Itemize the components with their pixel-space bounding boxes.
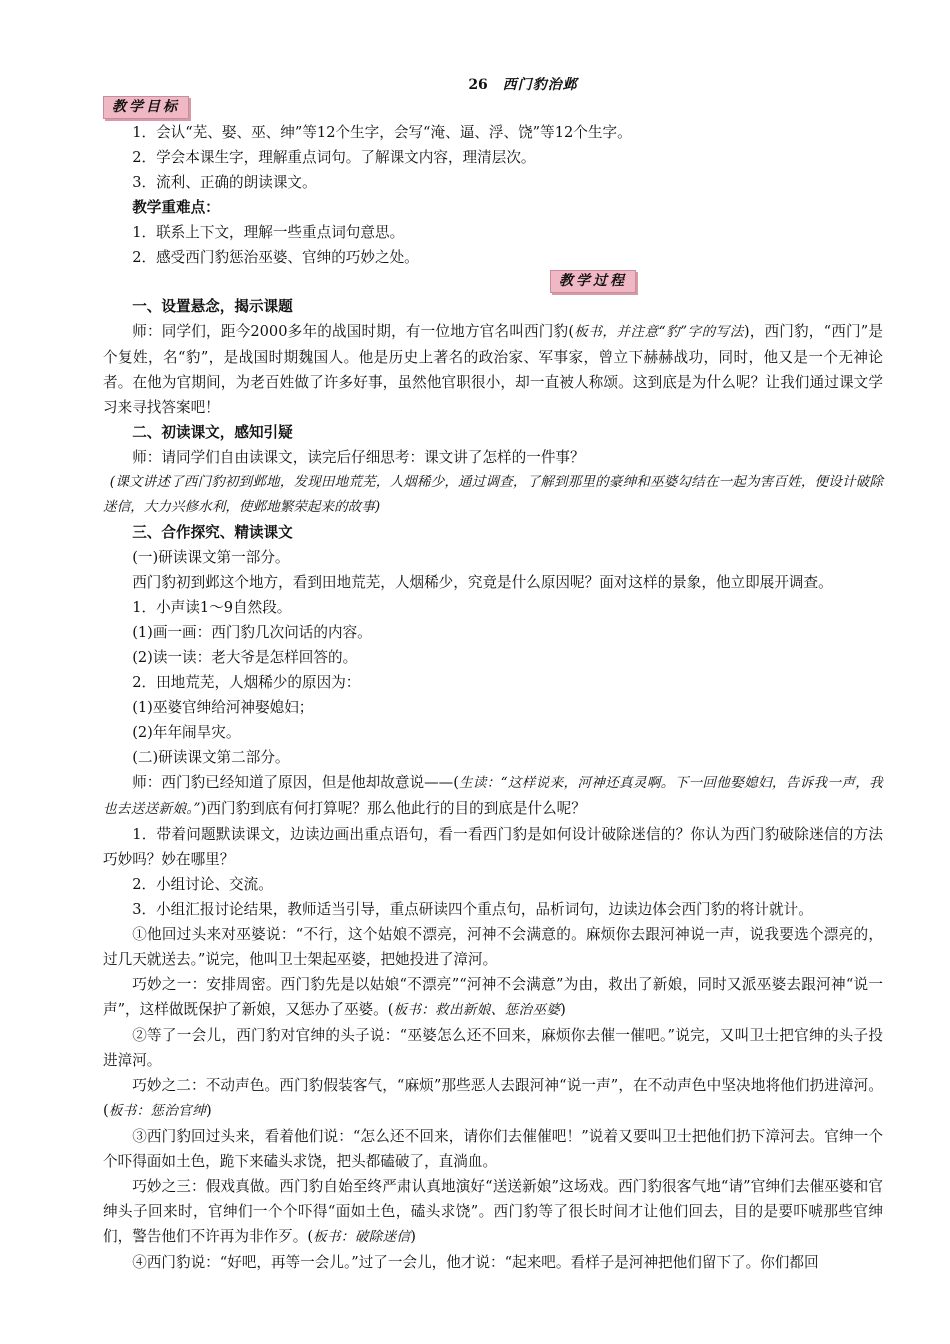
text: 巧妙之一：安排周密。西门豹先是以姑娘“不漂亮”“河神不会满意”为由，救出了新娘，同时又派巫婆去跟河神“说一声”，这样做既保护了新娘，又惩办了巫婆。( bbox=[103, 976, 883, 1018]
student-reading-note: 生读：“这样说来，河神还真灵啊。下一回他娶媳妇，告诉我一声，我也去送送新娘。” bbox=[103, 775, 884, 817]
text: 师：同学们，距今2000多年的战国时期，有一位地方官名叫西门豹( bbox=[132, 323, 575, 340]
objectives-badge-row bbox=[103, 96, 883, 120]
paragraph: 师：请同学们自由读课文，读完后仔细思考：课文讲了怎样的一件事？ bbox=[132, 449, 585, 466]
subsection-heading: (一)研读课文第一部分。 bbox=[132, 549, 290, 566]
paragraph bbox=[103, 770, 883, 822]
text: ) bbox=[205, 1102, 212, 1119]
board-note: 板书：惩治官绅 bbox=[108, 1103, 206, 1119]
key-sentence: ①他回过头来对巫婆说：“不行，这个姑娘不漂亮，河神不会满意的。麻烦你去跟河神说一声，说我要选个漂亮的，过几天就送去。”说完，他叫卫士架起巫婆，把她投进了漳河。 bbox=[103, 926, 883, 968]
step: 2．田地荒芜，人烟稀少的原因为： bbox=[132, 674, 361, 691]
section-heading: 一、设置悬念，揭示课题 bbox=[132, 298, 293, 315]
section-heading: 三、合作探究、精读课文 bbox=[132, 524, 293, 541]
section-heading: 二、初读课文，感知引疑 bbox=[132, 424, 293, 441]
paragraph bbox=[103, 1174, 883, 1250]
paragraph bbox=[103, 972, 883, 1023]
document-page bbox=[103, 74, 883, 1275]
paragraph: 1．带着问题默读课文，边读边画出重点语句，看一看西门豹是如何设计破除迷信的？你认为西门豹破除迷信的方法巧妙吗？妙在哪里？ bbox=[103, 826, 883, 868]
lesson-number: 26 bbox=[468, 77, 488, 93]
board-note: 板书：破除迷信 bbox=[313, 1229, 411, 1245]
objective-item: 3．流利、正确的朗读课文。 bbox=[132, 174, 317, 191]
difficulty-item: 2．感受西门豹惩治巫婆、官绅的巧妙之处。 bbox=[132, 249, 419, 266]
text: ) bbox=[560, 1001, 566, 1018]
paragraph bbox=[103, 1073, 883, 1124]
text: 巧妙之三：假戏真做。西门豹自始至终严肃认真地演好“送送新娘”这场戏。西门豹很客气地“请”官绅们去催巫婆和官绅头子回来时，官绅们一个个吓得“面如土色，磕头求饶”。西门豹等了很长时间才让他们回去，目的是要吓唬那些官绅们，警告他们不许再为非作歹。( bbox=[103, 1178, 883, 1245]
board-note: 板书：救出新娘、惩治巫婆 bbox=[393, 1002, 561, 1018]
text: )，西门豹，“西门”是个复姓，名“豹”，是战国时期魏国人。他是历史上著名的政治家、军事家，曾立下赫赫战功，同时，他又是一个无神论者。在他为官期间，为老百姓做了许多好事，虽然他官职很小，却一直被人称颂。这到底是为什么呢？让我们通过课文学习来寻找答案吧！ bbox=[103, 323, 883, 416]
text: 巧妙之二：不动声色。西门豹假装客气，“麻烦”那些恶人去跟河神“说一声”，在不动声色中坚决地将他们扔进漳河。( bbox=[103, 1077, 883, 1119]
subsection-heading: (二)研读课文第二部分。 bbox=[132, 749, 290, 766]
objective-item: 2．学会本课生字，理解重点词句。了解课文内容，理清层次。 bbox=[132, 149, 536, 166]
text: )西门豹到底有何打算呢？那么他此行的目的到底是什么呢？ bbox=[200, 800, 586, 817]
answer-note: (课文讲述了西门豹初到邺地，发现田地荒芜，人烟稀少，通过调查，了解到那里的豪绅和巫婆勾结在一起为害百姓，便设计破除迷信，大力兴修水利，使邺地繁荣起来的故事) bbox=[103, 474, 883, 515]
difficulties-heading: 教学重难点： bbox=[132, 199, 220, 216]
board-note: 板书，并注意“豹”字的写法 bbox=[574, 324, 744, 340]
lesson-title-text: 西门豹治邺 bbox=[502, 77, 578, 93]
difficulty-item: 1．联系上下文，理解一些重点词句意思。 bbox=[132, 224, 405, 241]
key-sentence: ③西门豹回过头来，看着他们说：“怎么还不回来，请你们去催催吧！”说着又要叫卫士把他们扔下漳河去。官绅一个个吓得面如土色，跪下来磕头求饶，把头都磕破了，直淌血。 bbox=[103, 1128, 883, 1170]
step: (1)画一画：西门豹几次问话的内容。 bbox=[132, 624, 372, 641]
objectives-badge: 教学目标 bbox=[103, 96, 189, 119]
paragraph bbox=[103, 319, 883, 420]
process-badge: 教学过程 bbox=[550, 270, 636, 293]
process-badge-row bbox=[303, 270, 883, 294]
key-sentence: ④西门豹说：“好吧，再等一会儿。”过了一会儿，他才说：“起来吧。看样子是河神把他们留下了。你们都回 bbox=[132, 1254, 819, 1271]
paragraph: 3．小组汇报讨论结果，教师适当引导，重点研读四个重点句，品析词句，边读边体会西门豹的将计就计。 bbox=[132, 901, 813, 918]
key-sentence: ②等了一会儿，西门豹对官绅的头子说：“巫婆怎么还不回来，麻烦你去催一催吧。”说完，又叫卫士把官绅的头子投进漳河。 bbox=[103, 1027, 883, 1069]
lesson-title bbox=[163, 74, 883, 96]
step: 1．小声读1～9自然段。 bbox=[132, 599, 292, 616]
text: ) bbox=[410, 1228, 416, 1245]
step: (2)年年闹旱灾。 bbox=[132, 724, 241, 741]
objective-item: 1．会认“芜、娶、巫、绅”等12个生字，会写“淹、逼、浮、饶”等12个生字。 bbox=[132, 124, 632, 141]
paragraph: 西门豹初到邺这个地方，看到田地荒芜，人烟稀少，究竟是什么原因呢？面对这样的景象，他立即展开调查。 bbox=[132, 574, 833, 591]
step: (1)巫婆官绅给河神娶媳妇； bbox=[132, 699, 314, 716]
text: 师：西门豹已经知道了原因，但是他却故意说——( bbox=[132, 774, 459, 791]
step: (2)读一读：老大爷是怎样回答的。 bbox=[132, 649, 358, 666]
paragraph: 2．小组讨论、交流。 bbox=[132, 876, 273, 893]
